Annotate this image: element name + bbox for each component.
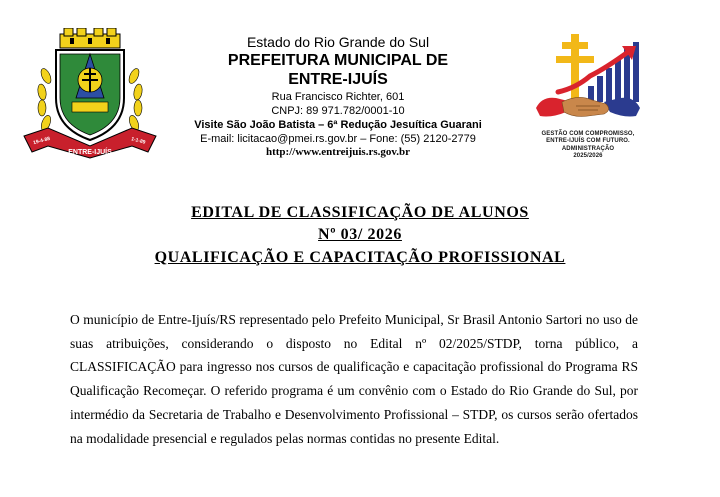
administration-logo [532, 30, 644, 130]
state-name: Estado do Rio Grande do Sul [246, 34, 430, 50]
website-url: http://www.entreijuis.rs.gov.br [265, 146, 411, 158]
visit-line: Visite São João Batista – 6ª Redução Jesuítica Guarani [194, 119, 482, 131]
slogan-line-1: GESTÃO COM COMPROMISSO, [541, 131, 635, 137]
cnpj: CNPJ: 89 971.782/0001-10 [271, 105, 405, 117]
body-paragraph: O município de Entre-Ijuís/RS representado pelo Prefeito Municipal, Sr Brasil Antonio Sartori no uso de suas atribuições, considerando o disposto no Edital nº 02/2025/STDP, torna público, a CLASSIFICAÇÃO para ingresso nos cursos de qualificação e capacitação profissional do Programa RS Qualificação Recomeçar. O referido programa é um convênio com o Estado do Rio Grande do Sul, por intermédio da Secretaria de Trabalho e Desenvolvimento Profissional – STDP, os cursos serão ofertados na modalidade presencial e regulados pelas normas contidas no presente Edital. [70, 312, 638, 446]
shield [56, 50, 124, 140]
slogan-line-4: 2025/2026 [573, 153, 603, 160]
ribbon-text: ENTRE-IJUÍS [68, 149, 112, 156]
handshake-icon [536, 97, 640, 116]
contact-line: E-mail: licitacao@pmei.rs.gov.br – Fone: (55) 2120-2779 [200, 133, 476, 145]
letterhead [176, 34, 500, 159]
edital-title: EDITAL DE CLASSIFICAÇÃO DE ALUNOS [191, 204, 529, 221]
prefeitura-name: PREFEITURA MUNICIPAL DE [227, 52, 449, 69]
ribbon-left-date: 19-4-88 [32, 135, 51, 147]
edital-number: Nº 03/ 2026 [318, 226, 402, 243]
slogan-line-3: ADMINISTRAÇÃO [561, 145, 615, 152]
address: Rua Francisco Richter, 601 [271, 91, 405, 103]
edital-subject: QUALIFICAÇÃO E CAPACITAÇÃO PROFISSIONAL [154, 249, 566, 266]
city-name: ENTRE-IJUÍS [288, 71, 388, 88]
slogan-line-2: ENTRE-IJUÍS COM FUTURO. [546, 138, 630, 145]
mural-crown [60, 28, 120, 48]
municipal-coat-of-arms [20, 28, 160, 160]
ribbon-right-date: 1-1-89 [130, 136, 147, 146]
administration-slogan [528, 131, 648, 161]
